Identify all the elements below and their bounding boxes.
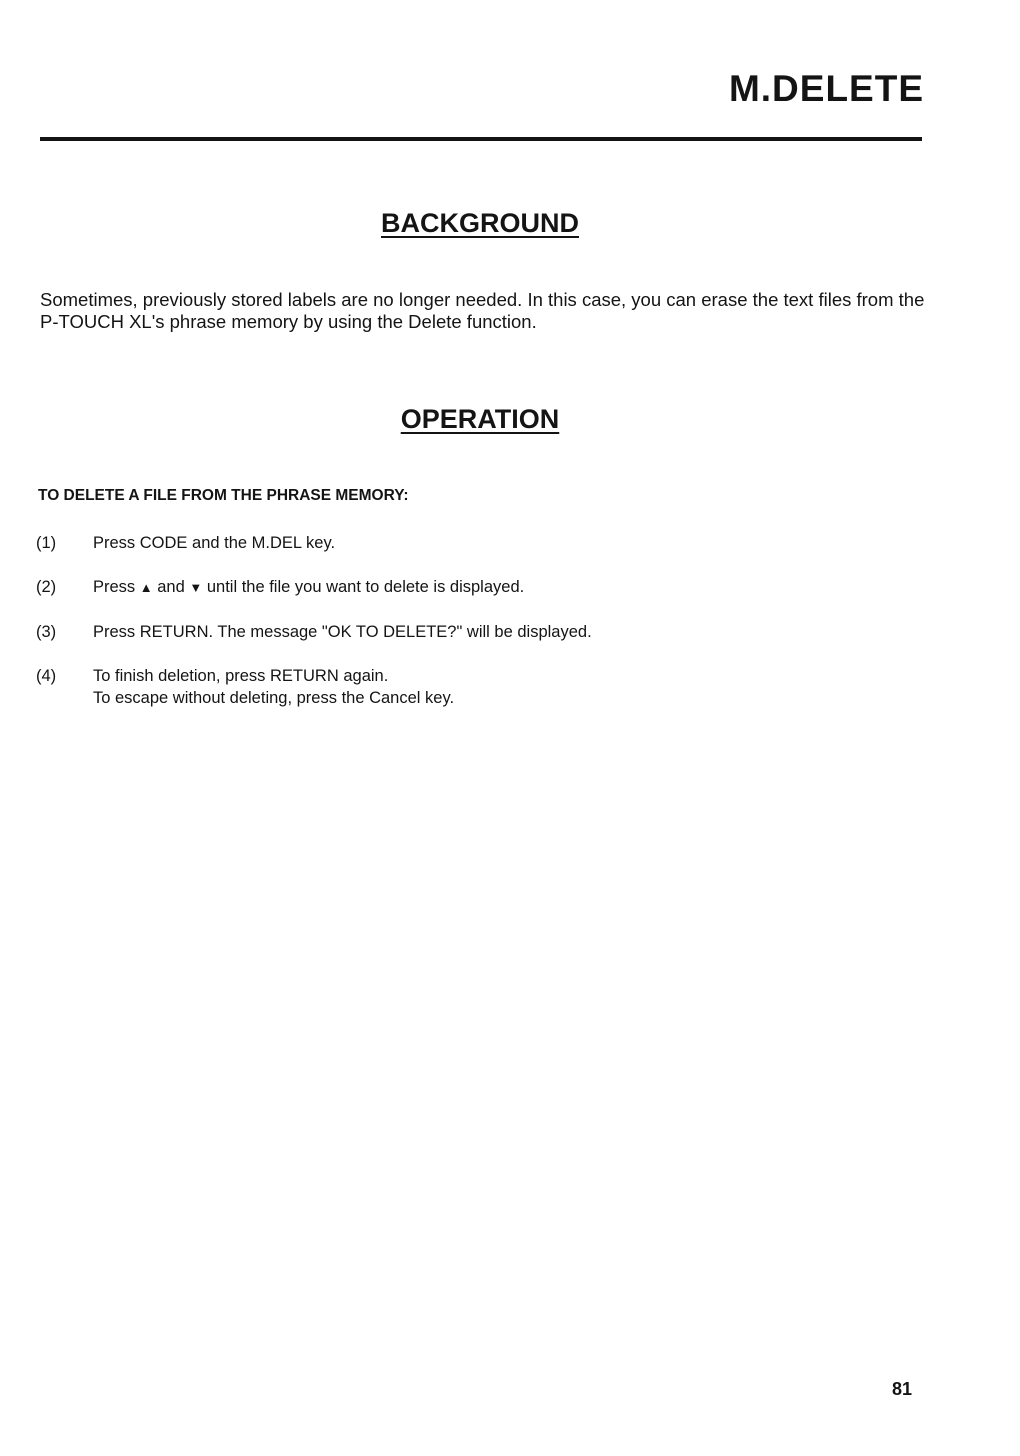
step-number: (3)	[36, 623, 57, 641]
step-1	[36, 532, 836, 554]
step-number: (1)	[36, 534, 57, 552]
step-number: (2)	[36, 578, 57, 596]
step-text-line-2: To escape without deleting, press the Cancel key.	[93, 689, 455, 707]
step-text: Press RETURN. The message "OK TO DELETE?" will be displayed.	[93, 623, 592, 641]
background-heading: BACKGROUND	[381, 208, 579, 238]
operation-subheading: TO DELETE A FILE FROM THE PHRASE MEMORY:	[38, 487, 409, 504]
step-4	[36, 665, 836, 709]
step-text-after: until the file you want to delete is displayed.	[206, 578, 525, 596]
page-number: 81	[891, 1379, 912, 1399]
step-text-line-1: To finish deletion, press RETURN again.	[93, 667, 389, 685]
down-arrow-icon: ▼	[189, 580, 203, 595]
step-3	[36, 621, 836, 643]
page-title: M.DELETE	[728, 68, 924, 109]
step-text-before: Press	[93, 578, 136, 596]
header-rule	[40, 137, 922, 141]
up-arrow-icon: ▲	[139, 580, 153, 595]
step-2	[36, 576, 836, 599]
step-list	[36, 532, 836, 731]
step-text: Press CODE and the M.DEL key.	[93, 534, 336, 552]
step-text-mid: and	[157, 578, 185, 596]
operation-heading: OPERATION	[400, 404, 560, 434]
background-paragraph: Sometimes, previously stored labels are no longer needed. In this case, you can erase the text files from the P-TOUCH XL's phrase memory by using the Delete function.	[40, 289, 925, 332]
step-text	[93, 576, 836, 599]
step-text	[93, 665, 836, 709]
step-number: (4)	[36, 667, 57, 685]
